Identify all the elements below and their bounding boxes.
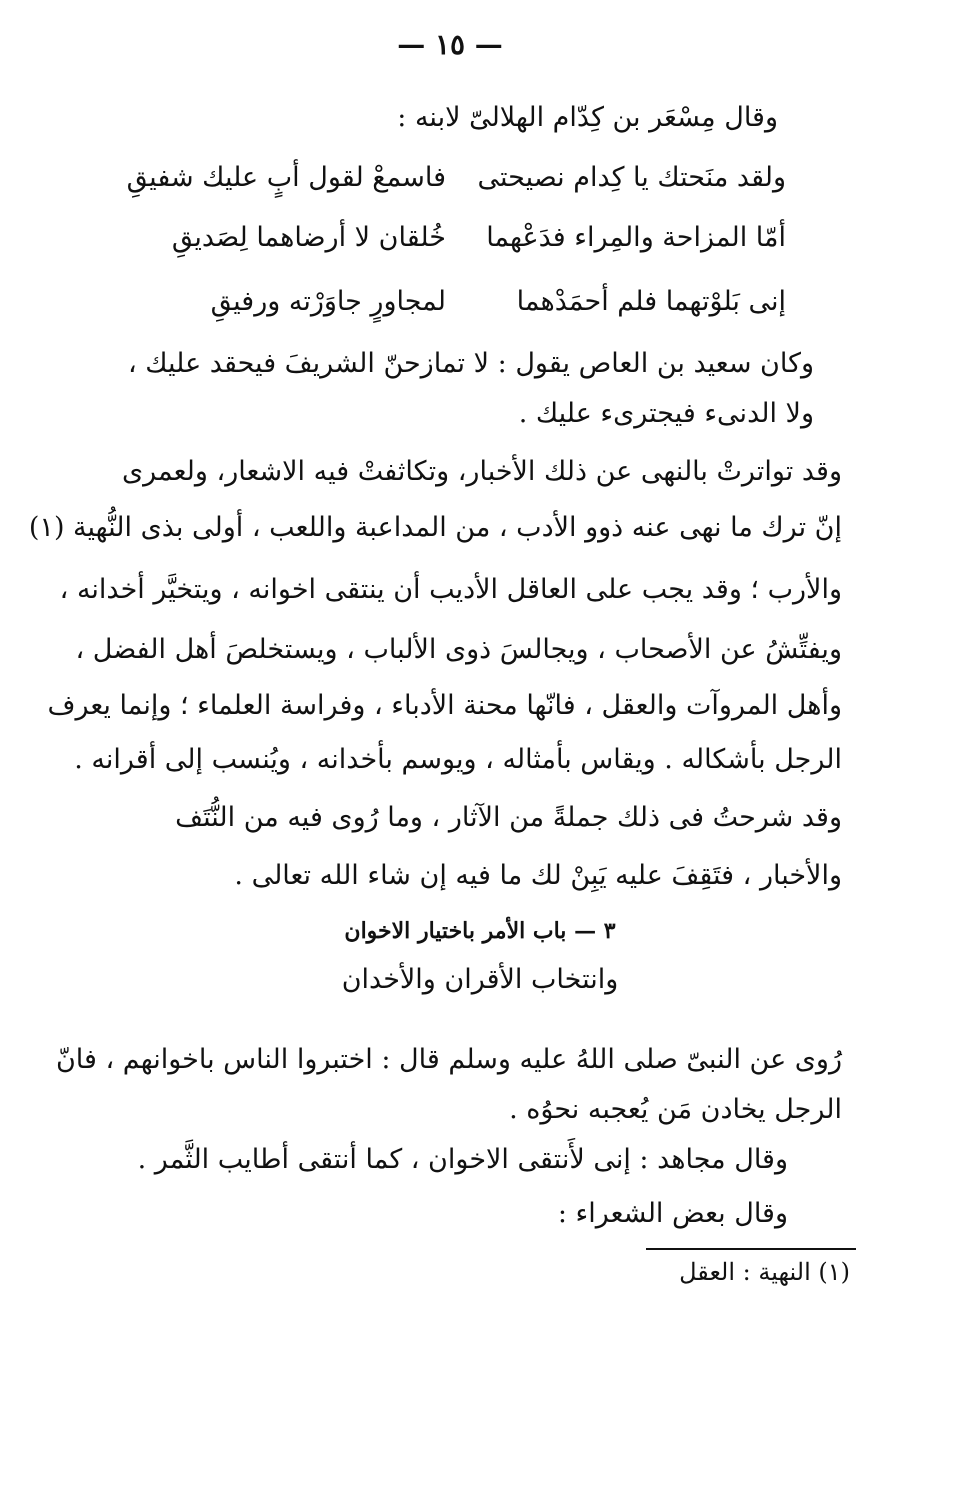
paragraph-2-line-5: وأهل المروآت والعقل ، فانّها محنة الأدباء ، وفراسة العلماء ؛ وإنما يعرف [47, 690, 842, 721]
paragraph-3-line-1: وقد شرحتُ فى ذلك جملةً من الآثار ، وما رُوى فيه من النُّتَف [175, 802, 842, 833]
paragraph-2-line-4: ويفتِّشُ عن الأصحاب ، ويجالسَ ذوى الألباب ، ويستخلصَ أهل الفضل ، [75, 634, 842, 665]
paragraph-2-line-6: الرجل بأشكاله . ويقاس بأمثاله ، ويوسم بأخدانه ، ويُنسب إلى أقرانه . [74, 744, 842, 775]
paragraph-4-line-2: الرجل يخادن مَن يُعجبه نحوُه . [509, 1094, 842, 1125]
verse-2-first-hemistich: أمّا المزاحة والمِراء فدَعْهما [486, 222, 786, 253]
paragraph-2-line-1: وقد تواترتْ بالنهى عن ذلك الأخبار، وتكاثفتْ فيه الاشعار، ولعمرى [122, 456, 842, 487]
verse-1-second-hemistich: فاسمعْ لقول أبٍ عليك شفيقِ [126, 162, 446, 193]
paragraph-5-line-1: وقال مجاهد : إنى لأَنتقى الاخوان ، كما أنتقى أطايب الثَّمر . [137, 1144, 788, 1175]
footnote-rule [646, 1248, 856, 1250]
paragraph-2-line-3: والأرب ؛ وقد يجب على العاقل الأديب أن ينتقى اخوانه ، ويتخيَّر أخدانه ، [59, 574, 842, 605]
paragraph-4-line-1: رُوى عن النبىّ صلى اللهُ عليه وسلم قال : اختبروا الناس باخوانهم ، فانّ [55, 1044, 842, 1075]
paragraph-5-line-2: وقال بعض الشعراء : [557, 1198, 788, 1229]
page-number: — ١٥ — [397, 28, 503, 61]
verse-1-first-hemistich: ولقد منَحتك يا كِدام نصيحتى [477, 162, 786, 193]
paragraph-1-line-1: وكان سعيد بن العاص يقول : لا تمازحنّ الشريفَ فيحقد عليك ، [127, 348, 814, 379]
verse-2-second-hemistich: خُلقان لا أرضاهما لِصَديقِ [171, 222, 446, 253]
footnote: (١) النهية : العقل [679, 1258, 850, 1286]
paragraph-3-line-2: والأخبار ، فتَقِفَ عليه يَبِنْ لك ما فيه إن شاء الله تعالى . [234, 860, 842, 891]
paragraph-2-line-2: إنّ ترك ما نهى عنه ذوو الأدب ، من المداعبة واللعب ، أولى بذى النُّهية (١) [28, 512, 842, 543]
paragraph-1-line-2: ولا الدنىء فيجترىء عليك . [518, 398, 814, 429]
poem-intro: وقال مِسْعَر بن كِدّام الهلالىّ لابنه : [397, 102, 778, 133]
chapter-heading: ٣ — باب الأمر باختيار الاخوان [344, 918, 616, 944]
verse-3-second-hemistich: لمجاورٍ جاوَرْته ورفيقِ [210, 286, 446, 317]
verse-3-first-hemistich: إنى بَلوْتهما فلم أحمَدْهما [516, 286, 786, 317]
chapter-subheading: وانتخاب الأقران والأخدان [341, 964, 619, 995]
